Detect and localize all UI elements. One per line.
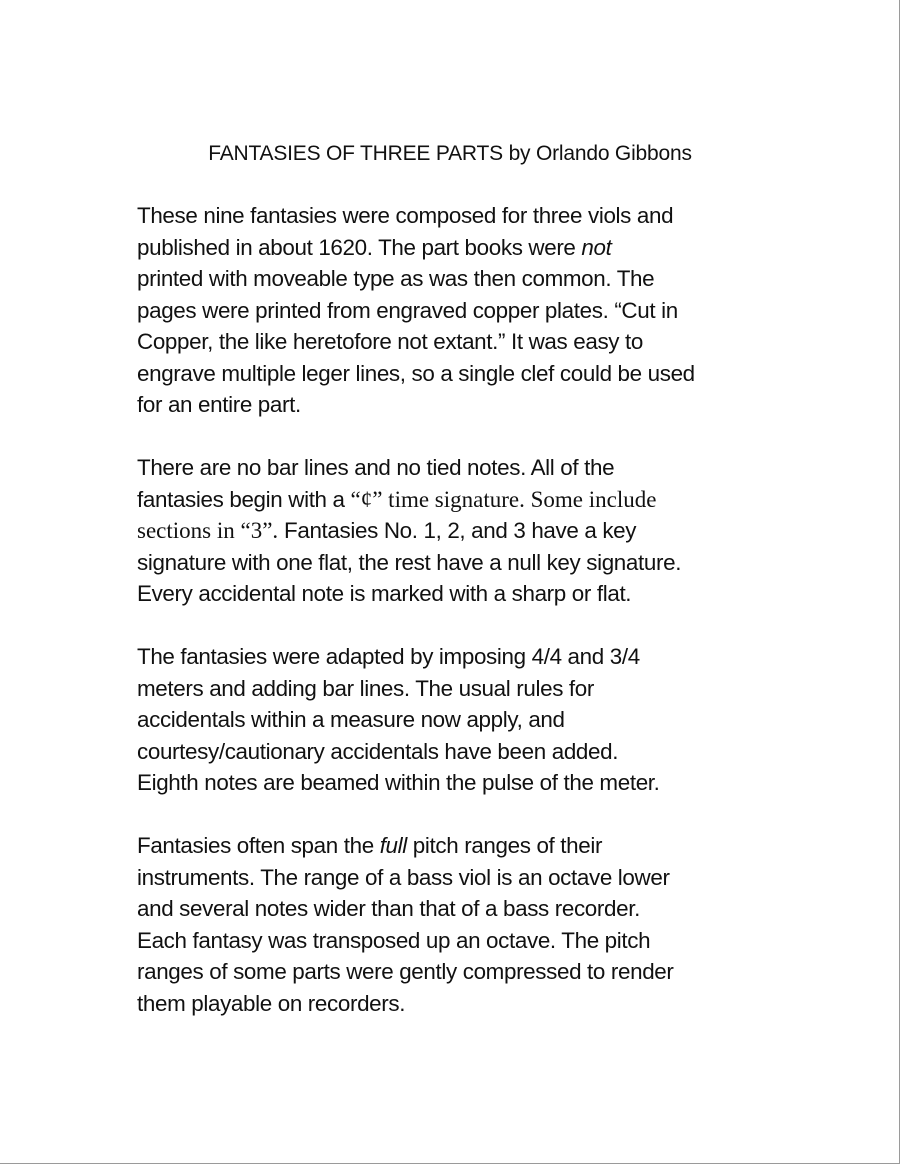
serif-text-run: “¢” time signature. Some include: [350, 486, 657, 512]
emphasis-text: full: [379, 833, 407, 858]
page-title: FANTASIES OF THREE PARTS by Orlando Gibbons: [208, 142, 692, 165]
paragraph-line: accidentals within a measure now apply, and: [137, 707, 565, 732]
paragraph-line: [137, 484, 777, 516]
text-run: published in about 1620. The part books were: [137, 234, 582, 260]
text-run: Fantasies often span the: [137, 833, 380, 858]
paragraph-line: [137, 830, 777, 862]
paragraph-line: There are no bar lines and no tied notes. All of the: [137, 455, 615, 480]
emphasis-text: not: [581, 234, 612, 260]
paragraph-line: signature with one flat, the rest have a null key signature.: [137, 549, 682, 575]
paragraph-line: Copper, the like heretofore not extant.” It was easy to: [137, 329, 643, 354]
text-run: pitch ranges of their: [406, 833, 603, 858]
paragraph-line: [137, 515, 777, 547]
paragraph-line: ranges of some parts were gently compressed to render: [137, 959, 674, 984]
text-run: fantasies begin with a: [137, 486, 351, 512]
paragraph-line: courtesy/cautionary accidentals have been added.: [137, 738, 619, 764]
paragraph-line: for an entire part.: [137, 392, 301, 417]
paragraph-line: instruments. The range of a bass viol is an octave lower: [137, 864, 670, 890]
paragraph-notation: [137, 452, 777, 610]
paragraph-line: them playable on recorders.: [137, 990, 406, 1016]
paragraph-line: printed with moveable type as was then common. The: [137, 266, 655, 291]
paragraph-line: The fantasies were adapted by imposing 4/4 and 3/4: [137, 644, 640, 669]
paragraph-line: Each fantasy was transposed up an octave. The pitch: [137, 927, 651, 953]
paragraph-ranges: [137, 830, 777, 1019]
paragraph-line: Eighth notes are beamed within the pulse of the meter.: [137, 770, 660, 795]
paragraph-line: meters and adding bar lines. The usual rules for: [137, 675, 594, 701]
paragraph-adaptation: [137, 641, 777, 799]
body-text: [137, 200, 777, 1051]
paragraph-line: and several notes wider than that of a bass recorder.: [137, 896, 640, 921]
paragraph-line: Every accidental note is marked with a sharp or flat.: [137, 581, 632, 606]
paragraph-line: pages were printed from engraved copper plates. “Cut in: [137, 297, 678, 323]
paragraph-line: [137, 232, 777, 264]
paragraph-history: [137, 200, 777, 421]
paragraph-line: These nine fantasies were composed for three viols and: [137, 203, 674, 228]
serif-text-run: sections in “3”.: [137, 518, 279, 543]
text-run: Fantasies No. 1, 2, and 3 have a key: [278, 518, 637, 543]
paragraph-line: engrave multiple leger lines, so a single clef could be used: [137, 360, 695, 386]
